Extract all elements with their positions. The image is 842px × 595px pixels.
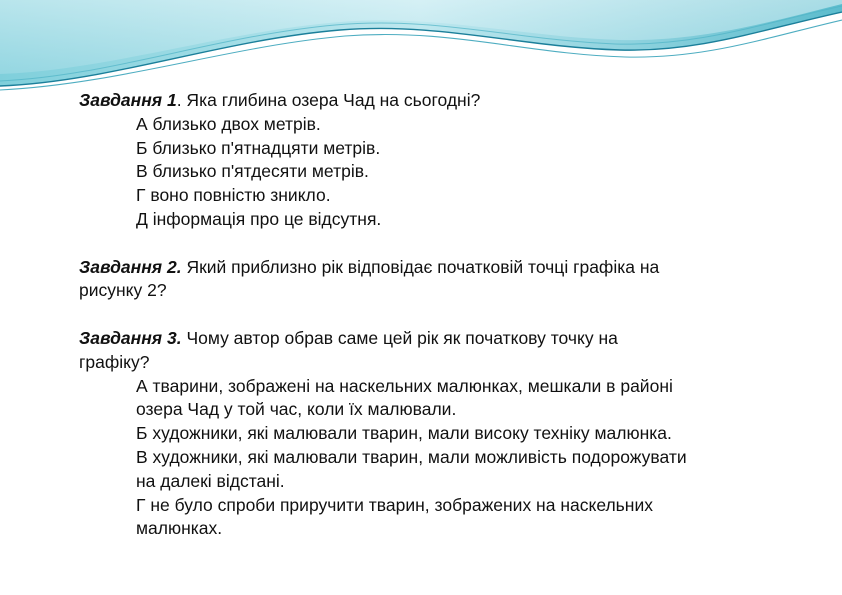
task3-option-a-line2: озера Чад у той час, коли їх малювали.: [136, 399, 457, 420]
document-body: [79, 89, 779, 541]
task3-option-d-line1: Г не було спроби приручити тварин, зображених на наскельних: [136, 494, 653, 515]
task2-label: Завдання 2.: [79, 256, 182, 277]
task3-question: [79, 327, 779, 351]
task3-question-text-2: графіку?: [79, 351, 150, 372]
task2-question-text-1: Який приблизно рік відповідає початковій точці графіка на: [181, 256, 660, 277]
task3-option-b: Б художники, які малювали тварин, мали високу техніку малюнка.: [136, 423, 672, 444]
task1-option-a: А близько двох метрів.: [136, 113, 321, 134]
task3-option-a-line1: А тварини, зображені на наскельних малюнках, мешкали в районі: [136, 375, 673, 396]
task2-question: [79, 256, 779, 280]
task1-option-b: Б близько п'ятнадцяти метрів.: [136, 137, 381, 158]
task3-option-c-line1: В художники, які малювали тварин, мали можливість подорожувати: [136, 446, 687, 467]
task3-option-d-line2: малюнках.: [136, 518, 223, 539]
task1-label: Завдання 1: [79, 90, 177, 110]
task3-option-c-line2: на далекі відстані.: [136, 470, 285, 491]
header-wave-decoration: [0, 0, 842, 100]
task3-label: Завдання 3.: [79, 327, 182, 348]
spacer: [79, 232, 779, 256]
task3-question-text-1: Чому автор обрав саме цей рік як початкову точку на: [181, 327, 618, 348]
task1-question-text: . Яка глибина озера Чад на сьогодні?: [176, 90, 481, 110]
task2-question-text-2: рисунку 2?: [79, 280, 167, 301]
task1-option-e: Д інформація про це відсутня.: [136, 208, 382, 229]
task1-option-c: В близько п'ятдесяти метрів.: [136, 161, 369, 182]
task1-option-d: Г воно повністю зникло.: [136, 185, 331, 206]
task1-question: [79, 89, 779, 113]
spacer: [79, 303, 779, 327]
